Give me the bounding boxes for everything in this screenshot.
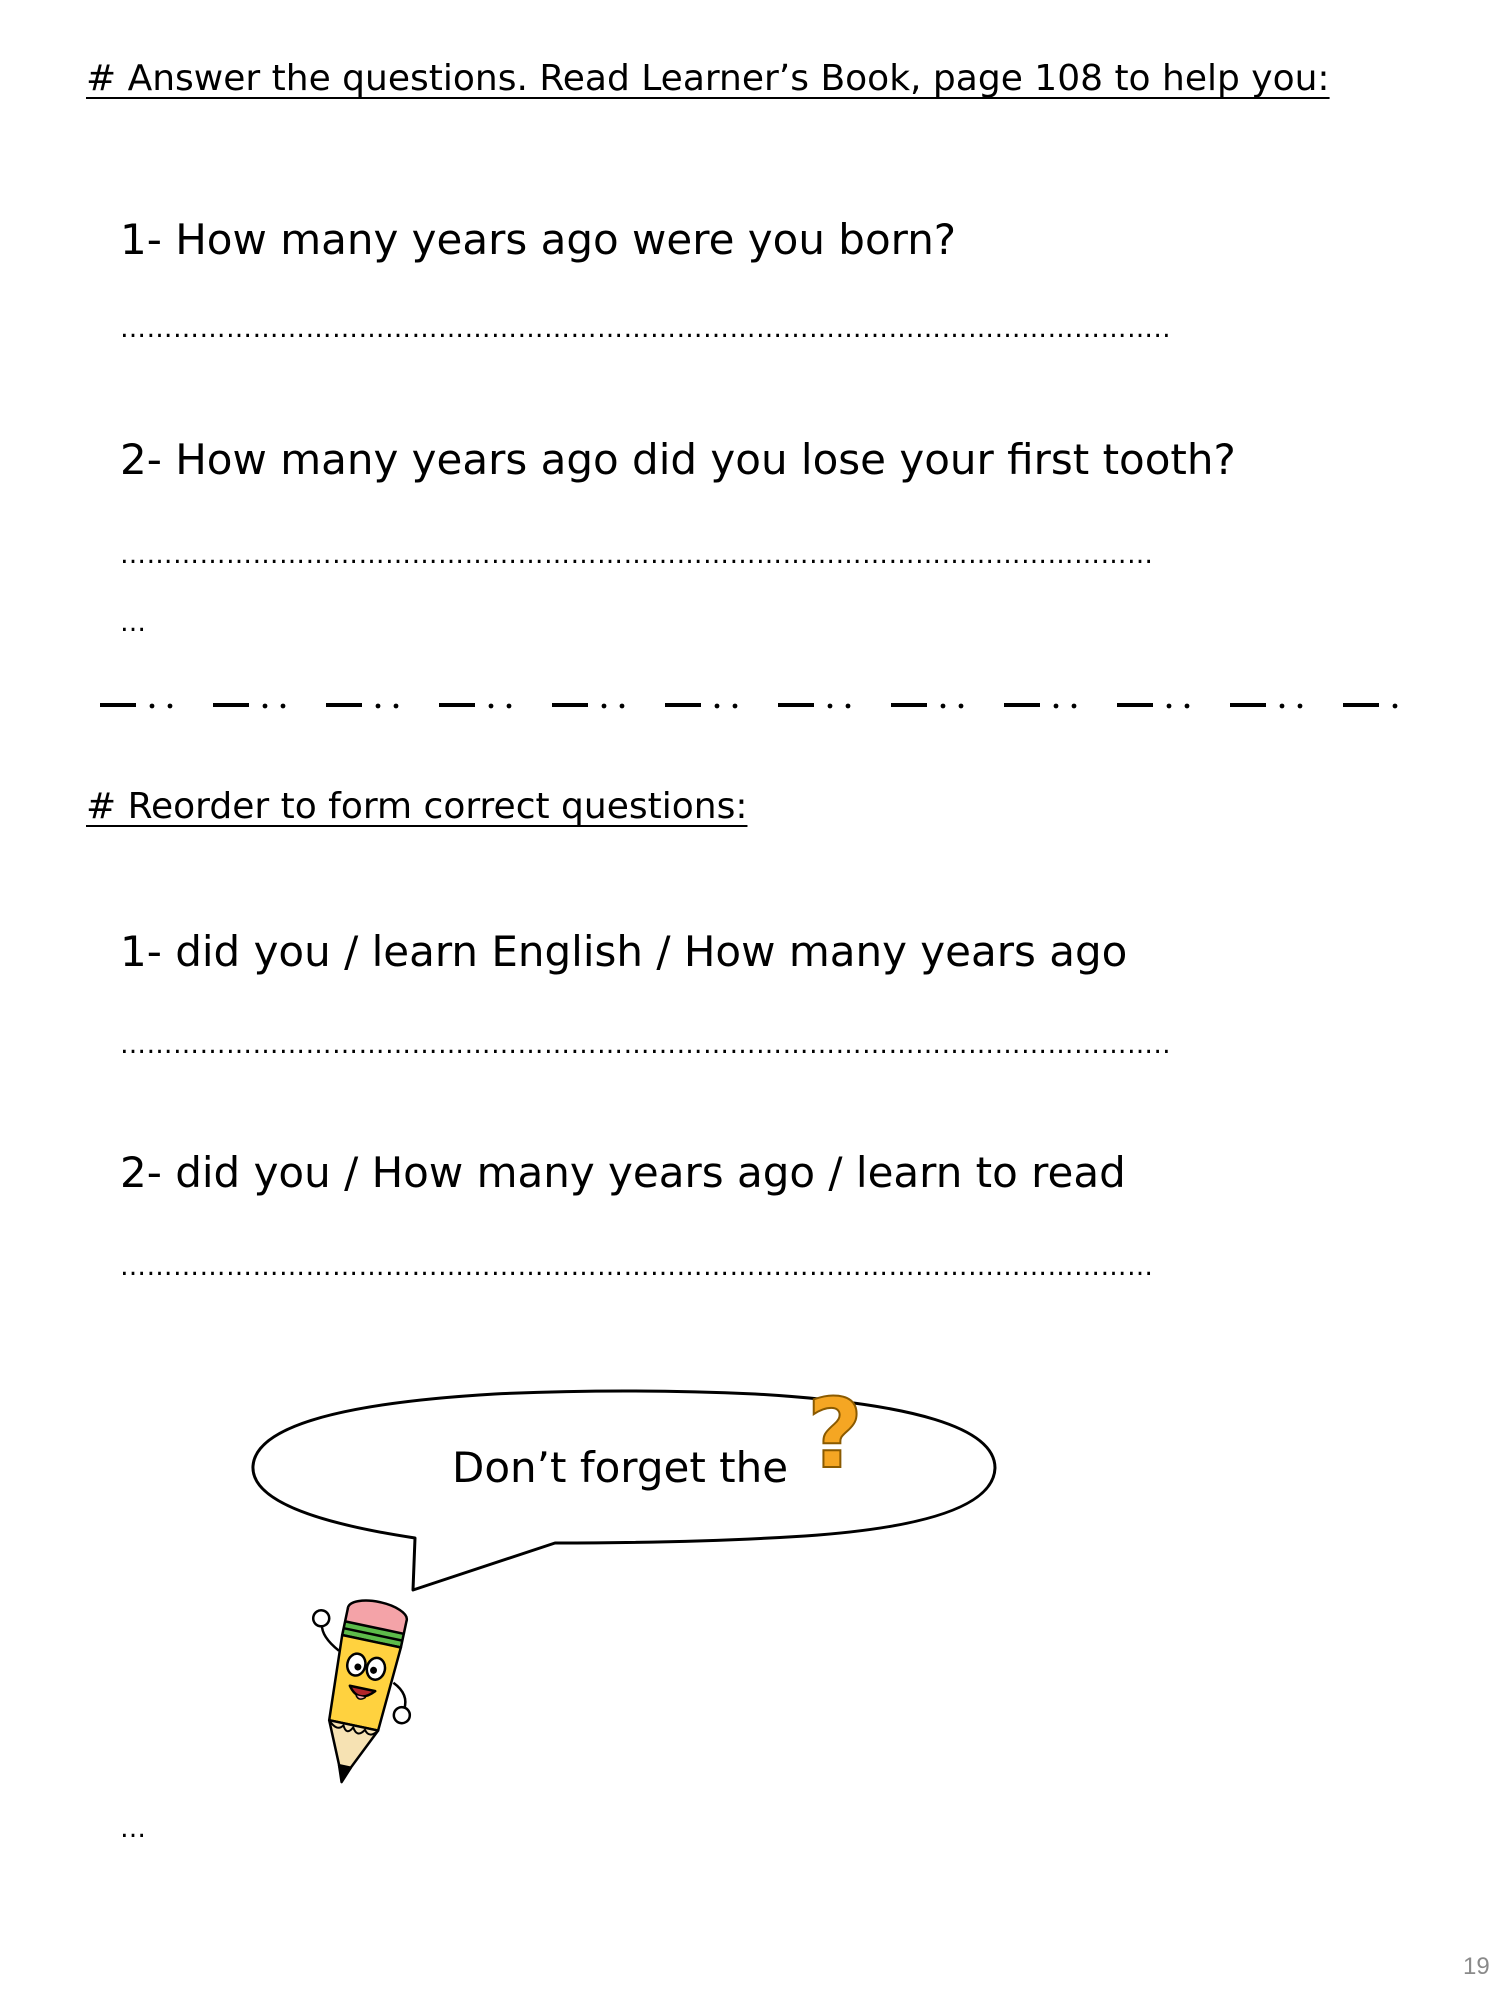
- page-number: 19: [1463, 1953, 1490, 1980]
- answer-line-2-continuation[interactable]: …: [120, 608, 147, 638]
- section2-heading: # Reorder to form correct questions:: [86, 786, 748, 827]
- speech-bubble: [245, 1388, 1005, 1598]
- trailing-dots: …: [120, 1814, 147, 1844]
- question-mark-icon: [795, 1385, 875, 1489]
- bubble-text: Don’t forget the: [452, 1443, 789, 1492]
- reorder-question-1-text: 1- did you / learn English / How many years ago: [120, 927, 1128, 976]
- question-1-text: 1- How many years ago were you born?: [120, 215, 957, 264]
- section1-heading: # Answer the questions. Read Learner’s Book, page 108 to help you:: [86, 58, 1330, 99]
- answer-line-1[interactable]: ………………………………………………………………………………………………………..: [120, 314, 1172, 344]
- answer-line-2[interactable]: ………………………………………………………………………………………………………: [120, 540, 1154, 570]
- section-divider: [100, 695, 1410, 715]
- svg-text:?: ?: [807, 1385, 863, 1485]
- reorder-answer-line-2[interactable]: ………………………………………………………………………………………………………: [120, 1252, 1154, 1282]
- pencil-mascot-icon: [290, 1595, 420, 1799]
- question-2-text: 2- How many years ago did you lose your first tooth?: [120, 435, 1236, 484]
- reorder-question-2-text: 2- did you / How many years ago / learn to read: [120, 1148, 1126, 1197]
- reorder-answer-line-1[interactable]: ………………………………………………………………………………………………………..: [120, 1030, 1172, 1060]
